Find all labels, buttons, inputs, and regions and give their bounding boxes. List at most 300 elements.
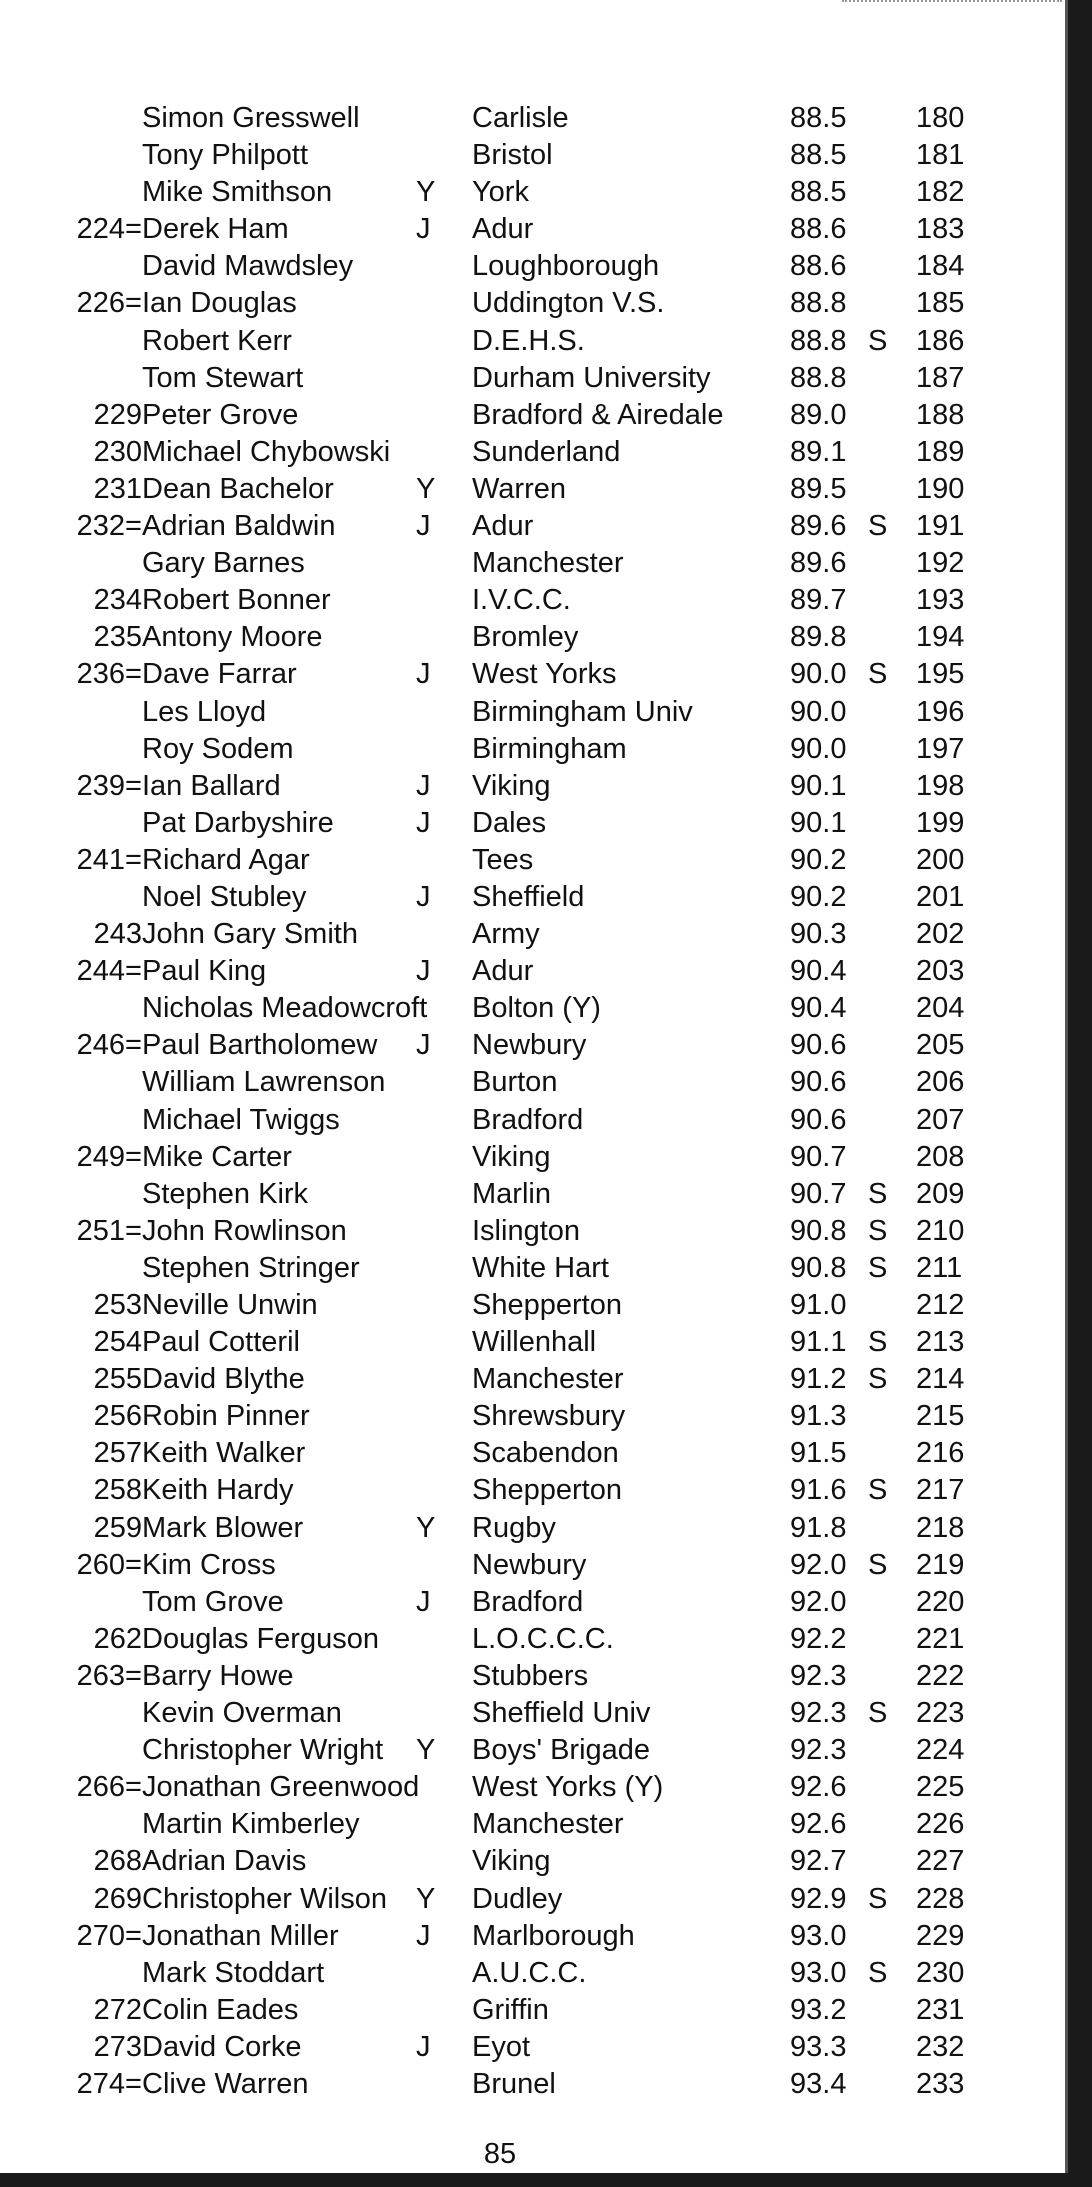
result-row	[0, 1398, 1060, 1435]
standard-mark: S	[868, 1363, 888, 1396]
club-name: Bristol	[472, 139, 553, 172]
standard-mark: S	[868, 324, 888, 357]
position-number: 263=	[76, 1659, 142, 1692]
club-name: Uddington V.S.	[472, 287, 665, 320]
place-number: 186	[916, 324, 965, 357]
competitor-name: Christopher Wilson	[142, 1882, 387, 1915]
standard-mark: S	[868, 1251, 888, 1284]
place-number: 212	[916, 1289, 965, 1321]
time-value: 89.1	[790, 435, 847, 468]
position-number: 235	[93, 621, 142, 654]
time-value: 92.6	[790, 1808, 847, 1841]
competitor-name: Kevin Overman	[142, 1697, 342, 1730]
club-name: Brunel	[472, 2067, 556, 2100]
position-number: 229	[93, 398, 142, 431]
time-value: 91.5	[790, 1437, 847, 1470]
club-name: Sunderland	[472, 435, 621, 468]
category-letter: J	[416, 806, 431, 839]
time-value: 88.5	[790, 139, 847, 172]
position-number: 273	[93, 2030, 142, 2063]
result-row	[0, 1435, 1060, 1472]
position-number: 270=	[76, 1919, 142, 1952]
place-number: 194	[916, 621, 965, 654]
club-name: Shepperton	[472, 1474, 622, 1507]
result-row	[0, 1992, 1060, 2029]
standard-mark: S	[868, 1326, 888, 1359]
place-number: 225	[916, 1771, 965, 1804]
standard-mark: S	[868, 1882, 888, 1915]
competitor-name: Gary Barnes	[142, 547, 305, 580]
time-value: 90.3	[790, 918, 847, 951]
competitor-name: Mike Smithson	[142, 176, 333, 209]
time-value: 92.0	[790, 1548, 847, 1581]
club-name: Bradford	[472, 1585, 584, 1618]
club-name: Dudley	[472, 1882, 563, 1915]
time-value: 89.5	[790, 472, 847, 505]
club-name: I.V.C.C.	[472, 584, 571, 617]
result-row	[0, 842, 1060, 879]
result-row	[0, 1287, 1060, 1324]
place-number: 180	[916, 102, 965, 134]
time-value: 93.2	[790, 1993, 847, 2026]
category-letter: Y	[416, 472, 436, 505]
place-number: 190	[916, 472, 965, 505]
time-value: 89.8	[790, 621, 847, 654]
result-row	[0, 397, 1060, 434]
place-number: 215	[916, 1400, 965, 1433]
time-value: 90.6	[790, 1103, 847, 1136]
place-number: 201	[916, 880, 965, 913]
time-value: 90.0	[790, 658, 847, 691]
place-number: 198	[916, 769, 965, 802]
time-value: 89.7	[790, 584, 847, 617]
club-name: Newbury	[472, 1548, 587, 1581]
club-name: York	[472, 176, 529, 209]
time-value: 90.0	[790, 732, 847, 765]
result-row	[0, 1621, 1060, 1658]
position-number: 257	[93, 1437, 142, 1470]
category-letter: J	[416, 510, 431, 543]
position-number: 251=	[76, 1214, 142, 1247]
result-row	[0, 1064, 1060, 1101]
place-number: 216	[916, 1437, 965, 1470]
club-name: Sheffield Univ	[472, 1697, 651, 1730]
result-row	[0, 1658, 1060, 1695]
competitor-name: David Blythe	[142, 1363, 305, 1396]
competitor-name: Derek Ham	[142, 213, 289, 246]
place-number: 189	[916, 435, 965, 468]
place-number: 226	[916, 1808, 965, 1841]
position-number: 254	[93, 1326, 142, 1359]
time-value: 93.0	[790, 1956, 847, 1989]
place-number: 232	[916, 2030, 965, 2063]
place-number: 229	[916, 1919, 965, 1952]
place-number: 193	[916, 584, 965, 617]
time-value: 90.8	[790, 1251, 847, 1284]
competitor-name: Keith Hardy	[142, 1474, 294, 1507]
competitor-name: John Rowlinson	[142, 1214, 347, 1247]
time-value: 89.6	[790, 547, 847, 580]
position-number: 224=	[76, 213, 142, 246]
competitor-name: Jonathan Miller	[142, 1919, 339, 1952]
place-number: 209	[916, 1177, 965, 1210]
time-value: 92.6	[790, 1771, 847, 1804]
result-row	[0, 2066, 1060, 2103]
club-name: West Yorks	[472, 658, 617, 691]
club-name: Birmingham Univ	[472, 695, 693, 728]
competitor-name: Colin Eades	[142, 1993, 299, 2026]
competitor-name: Nicholas Meadowcroft	[142, 992, 428, 1025]
club-name: Viking	[472, 1845, 551, 1878]
time-value: 90.7	[790, 1177, 847, 1210]
place-number: 227	[916, 1845, 965, 1878]
time-value: 91.0	[790, 1289, 847, 1321]
competitor-name: Paul Cotteril	[142, 1326, 300, 1359]
time-value: 91.6	[790, 1474, 847, 1507]
time-value: 89.6	[790, 510, 847, 543]
competitor-name: Martin Kimberley	[142, 1808, 360, 1841]
category-letter: J	[416, 880, 431, 913]
competitor-name: Michael Twiggs	[142, 1103, 340, 1136]
standard-mark: S	[868, 1956, 888, 1989]
time-value: 88.8	[790, 287, 847, 320]
result-row	[0, 2029, 1060, 2066]
time-value: 90.1	[790, 769, 847, 802]
place-number: 230	[916, 1956, 965, 1989]
competitor-name: Stephen Stringer	[142, 1251, 360, 1284]
competitor-name: Kim Cross	[142, 1548, 276, 1581]
place-number: 223	[916, 1697, 965, 1730]
result-row	[0, 174, 1060, 211]
competitor-name: Antony Moore	[142, 621, 323, 654]
place-number: 213	[916, 1326, 965, 1359]
time-value: 88.6	[790, 213, 847, 246]
club-name: Griffin	[472, 1993, 549, 2026]
position-number: 266=	[76, 1771, 142, 1804]
position-number: 260=	[76, 1548, 142, 1581]
place-number: 231	[916, 1993, 965, 2026]
result-row	[0, 285, 1060, 322]
place-number: 191	[916, 510, 965, 543]
place-number: 183	[916, 213, 965, 246]
category-letter: Y	[416, 1882, 436, 1915]
position-number: 244=	[76, 955, 142, 988]
category-letter: J	[416, 658, 431, 691]
time-value: 91.2	[790, 1363, 847, 1396]
competitor-name: Adrian Baldwin	[142, 510, 336, 543]
place-number: 185	[916, 287, 965, 320]
result-row	[0, 1955, 1060, 1992]
place-number: 214	[916, 1363, 965, 1396]
result-row	[0, 1361, 1060, 1398]
position-number: 262	[93, 1622, 142, 1655]
position-number: 269	[93, 1882, 142, 1915]
time-value: 92.3	[790, 1659, 847, 1692]
competitor-name: Robin Pinner	[142, 1400, 310, 1433]
club-name: A.U.C.C.	[472, 1956, 587, 1989]
competitor-name: Dave Farrar	[142, 658, 297, 691]
scan-edge-mark	[842, 0, 1062, 6]
time-value: 88.8	[790, 324, 847, 357]
result-row	[0, 360, 1060, 397]
club-name: Bradford & Airedale	[472, 398, 724, 431]
result-row	[0, 1547, 1060, 1584]
position-number: 231	[93, 472, 142, 505]
position-number: 234	[93, 584, 142, 617]
competitor-name: Paul Bartholomew	[142, 1029, 378, 1062]
club-name: Willenhall	[472, 1326, 597, 1359]
category-letter: Y	[416, 1734, 436, 1767]
competitor-name: Tony Philpott	[142, 139, 309, 172]
competitor-name: Dean Bachelor	[142, 472, 334, 505]
competitor-name: Richard Agar	[142, 843, 310, 876]
result-row	[0, 137, 1060, 174]
competitor-name: Tom Stewart	[142, 361, 304, 394]
category-letter: J	[416, 1585, 431, 1618]
position-number: 236=	[76, 658, 142, 691]
club-name: Eyot	[472, 2030, 531, 2063]
result-row	[0, 916, 1060, 953]
competitor-name: Mike Carter	[142, 1140, 292, 1173]
result-row	[0, 545, 1060, 582]
club-name: Carlisle	[472, 102, 569, 134]
category-letter: J	[416, 213, 431, 246]
place-number: 187	[916, 361, 965, 394]
time-value: 91.8	[790, 1511, 847, 1544]
club-name: Rugby	[472, 1511, 556, 1544]
page-border-right	[1068, 0, 1092, 2187]
result-row	[0, 953, 1060, 990]
time-value: 92.9	[790, 1882, 847, 1915]
place-number: 204	[916, 992, 965, 1025]
category-letter: Y	[416, 176, 436, 209]
result-row	[0, 1324, 1060, 1361]
result-row	[0, 100, 1060, 137]
competitor-name: Adrian Davis	[142, 1845, 307, 1878]
standard-mark: S	[868, 1214, 888, 1247]
result-row	[0, 211, 1060, 248]
time-value: 92.3	[790, 1697, 847, 1730]
position-number: 268	[93, 1845, 142, 1878]
place-number: 188	[916, 398, 965, 431]
place-number: 205	[916, 1029, 965, 1062]
position-number: 274=	[76, 2067, 142, 2100]
result-row	[0, 1213, 1060, 1250]
competitor-name: William Lawrenson	[142, 1066, 386, 1099]
club-name: L.O.C.C.C.	[472, 1622, 614, 1655]
competitor-name: John Gary Smith	[142, 918, 358, 951]
club-name: Marlborough	[472, 1919, 635, 1952]
competitor-name: Noel Stubley	[142, 880, 307, 913]
place-number: 206	[916, 1066, 965, 1099]
place-number: 192	[916, 547, 965, 580]
time-value: 90.1	[790, 806, 847, 839]
result-row	[0, 1918, 1060, 1955]
competitor-name: Simon Gresswell	[142, 102, 360, 134]
competitor-name: Pat Darbyshire	[142, 806, 334, 839]
time-value: 90.7	[790, 1140, 847, 1173]
club-name: Durham University	[472, 361, 711, 394]
category-letter: J	[416, 2030, 431, 2063]
time-value: 90.2	[790, 880, 847, 913]
result-row	[0, 1881, 1060, 1918]
club-name: Viking	[472, 1140, 551, 1173]
place-number: 210	[916, 1214, 965, 1247]
club-name: Adur	[472, 510, 534, 543]
category-letter: Y	[416, 1511, 436, 1544]
place-number: 220	[916, 1585, 965, 1618]
category-letter: J	[416, 1919, 431, 1952]
place-number: 184	[916, 250, 965, 283]
time-value: 89.0	[790, 398, 847, 431]
competitor-name: Les Lloyd	[142, 695, 267, 728]
competitor-name: David Corke	[142, 2030, 302, 2063]
club-name: Marlin	[472, 1177, 551, 1210]
competitor-name: Neville Unwin	[142, 1289, 318, 1321]
result-row	[0, 731, 1060, 768]
position-number: 243	[93, 918, 142, 951]
club-name: Viking	[472, 769, 551, 802]
position-number: 249=	[76, 1140, 142, 1173]
club-name: Shepperton	[472, 1289, 622, 1321]
result-row	[0, 805, 1060, 842]
result-row	[0, 582, 1060, 619]
position-number: 232=	[76, 510, 142, 543]
competitor-name: Ian Douglas	[142, 287, 297, 320]
time-value: 91.1	[790, 1326, 847, 1359]
time-value: 90.6	[790, 1029, 847, 1062]
club-name: White Hart	[472, 1251, 609, 1284]
club-name: West Yorks (Y)	[472, 1771, 664, 1804]
place-number: 199	[916, 806, 965, 839]
position-number: 230	[93, 435, 142, 468]
club-name: Burton	[472, 1066, 558, 1099]
position-number: 272	[93, 1993, 142, 2026]
competitor-name: Ian Ballard	[142, 769, 281, 802]
place-number: 182	[916, 176, 965, 209]
club-name: Tees	[472, 843, 534, 876]
result-row	[0, 990, 1060, 1027]
club-name: Sheffield	[472, 880, 585, 913]
result-row	[0, 656, 1060, 693]
position-number: 241=	[76, 843, 142, 876]
time-value: 90.0	[790, 695, 847, 728]
competitor-name: Paul King	[142, 955, 267, 988]
competitor-name: Douglas Ferguson	[142, 1622, 379, 1655]
club-name: Birmingham	[472, 732, 627, 765]
place-number: 181	[916, 139, 965, 172]
competitor-name: Mark Blower	[142, 1511, 304, 1544]
category-letter: J	[416, 769, 431, 802]
club-name: Army	[472, 918, 540, 951]
result-row	[0, 1769, 1060, 1806]
time-value: 92.7	[790, 1845, 847, 1878]
results-list	[0, 100, 1060, 2103]
time-value: 92.0	[790, 1585, 847, 1618]
club-name: Islington	[472, 1214, 581, 1247]
standard-mark: S	[868, 1697, 888, 1730]
standard-mark: S	[868, 1177, 888, 1210]
club-name: Bolton (Y)	[472, 992, 601, 1025]
result-row	[0, 434, 1060, 471]
result-row	[0, 1139, 1060, 1176]
time-value: 88.5	[790, 176, 847, 209]
result-row	[0, 619, 1060, 656]
result-row	[0, 323, 1060, 360]
time-value: 90.6	[790, 1066, 847, 1099]
result-row	[0, 1695, 1060, 1732]
place-number: 208	[916, 1140, 965, 1173]
category-letter: J	[416, 1029, 431, 1062]
time-value: 88.5	[790, 102, 847, 134]
place-number: 203	[916, 955, 965, 988]
result-row	[0, 1250, 1060, 1287]
result-row	[0, 1176, 1060, 1213]
time-value: 90.4	[790, 992, 847, 1025]
place-number: 200	[916, 843, 965, 876]
position-number: 239=	[76, 769, 142, 802]
club-name: Adur	[472, 213, 534, 246]
position-number: 253	[93, 1289, 142, 1321]
result-row	[0, 1102, 1060, 1139]
time-value: 88.8	[790, 361, 847, 394]
competitor-name: Mark Stoddart	[142, 1956, 325, 1989]
place-number: 217	[916, 1474, 965, 1507]
time-value: 92.2	[790, 1622, 847, 1655]
place-number: 207	[916, 1103, 965, 1136]
result-row	[0, 1806, 1060, 1843]
place-number: 218	[916, 1511, 965, 1544]
result-row	[0, 508, 1060, 545]
position-number: 258	[93, 1474, 142, 1507]
place-number: 221	[916, 1622, 965, 1655]
competitor-name: Christopher Wright	[142, 1734, 384, 1767]
position-number: 256	[93, 1400, 142, 1433]
club-name: Adur	[472, 955, 534, 988]
competitor-name: Robert Kerr	[142, 324, 292, 357]
club-name: Bradford	[472, 1103, 584, 1136]
club-name: Dales	[472, 806, 547, 839]
place-number: 211	[916, 1251, 963, 1284]
competitor-name: Jonathan Greenwood	[142, 1771, 420, 1804]
result-row	[0, 1843, 1060, 1880]
competitor-name: David Mawdsley	[142, 250, 354, 283]
standard-mark: S	[868, 1548, 888, 1581]
time-value: 90.8	[790, 1214, 847, 1247]
competitor-name: Robert Bonner	[142, 584, 331, 617]
competitor-name: Keith Walker	[142, 1437, 306, 1470]
time-value: 88.6	[790, 250, 847, 283]
club-name: Loughborough	[472, 250, 660, 283]
time-value: 92.3	[790, 1734, 847, 1767]
place-number: 197	[916, 732, 965, 765]
club-name: Scabendon	[472, 1437, 619, 1470]
position-number: 226=	[76, 287, 142, 320]
place-number: 228	[916, 1882, 965, 1915]
result-row	[0, 1584, 1060, 1621]
competitor-name: Roy Sodem	[142, 732, 294, 765]
standard-mark: S	[868, 658, 888, 691]
standard-mark: S	[868, 510, 888, 543]
place-number: 195	[916, 658, 965, 691]
time-value: 93.0	[790, 1919, 847, 1952]
result-row	[0, 768, 1060, 805]
time-value: 93.4	[790, 2067, 847, 2100]
result-row	[0, 248, 1060, 285]
place-number: 202	[916, 918, 965, 951]
result-row	[0, 1510, 1060, 1547]
place-number: 219	[916, 1548, 965, 1581]
